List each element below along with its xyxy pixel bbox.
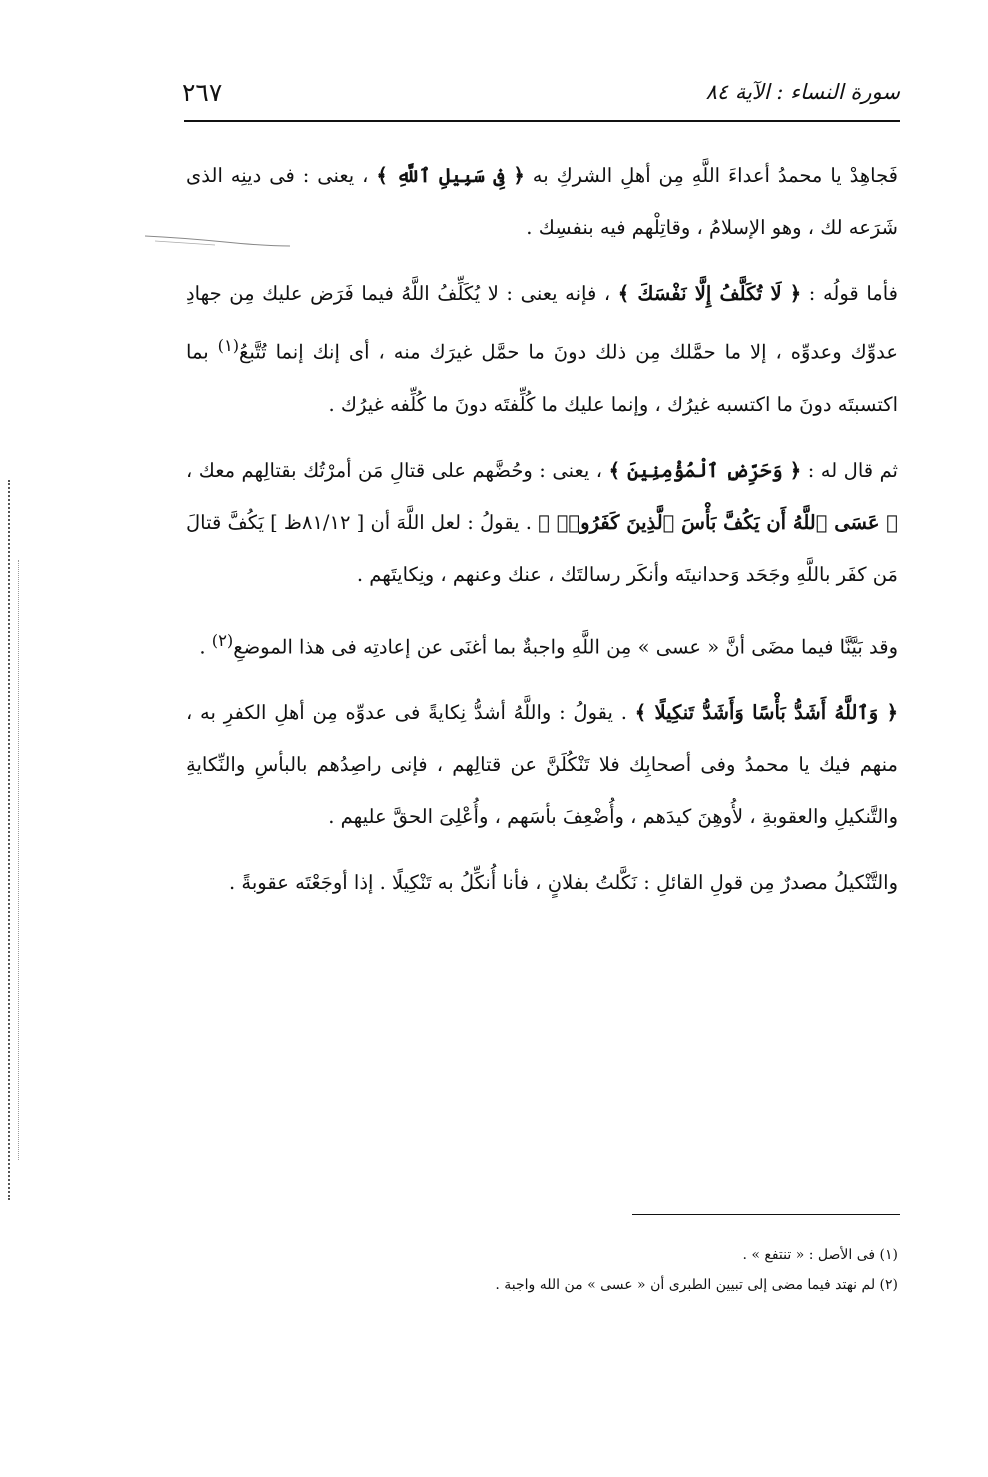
text-run: والتَّنْكيلُ مصدرٌ مِن قولِ القائلِ : نَكَّلتُ بفلانٍ ، فأنا أُنكِّلُ به تَنْكِيلًا . إذا أوجَعْتَه عقوبةً . [229, 871, 898, 894]
main-text [186, 150, 898, 923]
text-run: . يقولُ : واللَّهُ أشدُّ نِكايةً فى عدوِّه مِن أهلِ الكفرِ به ، منهم فيك يا محمدُ وفى أصحابِك فلا تَنْكُلَنَّ عن قتالِهم ، فإنى راصِدُهم بالبأسِ والنِّكايةِ والتَّنكيلِ والعقوبةِ ، لأُوهِنَ كيدَهم ، وأُضْعِفَ بأسَهم ، وأُعْلِىَ الحقَّ عليهم . [186, 701, 898, 828]
running-head [182, 72, 900, 112]
footnotes [186, 1240, 898, 1300]
footnote-ref: (١) [217, 336, 240, 355]
margin-binding-marks [8, 480, 13, 1200]
margin-binding-marks-faint [18, 560, 21, 1160]
paragraph-4 [186, 615, 898, 674]
text-run: ، يعنى : وحُضَّهم على قتالِ مَن أمرْتُك بقتالِهم معك ، [186, 458, 609, 482]
text-run: . [199, 635, 212, 658]
text-run: ، يعنى : فى دينِه الذى شَرَعه لك ، وهو الإسلامُ ، وقاتِلْهم فيه بنفسِك . [186, 164, 898, 239]
quran-quote: ﴿ لَا تُكَلَّفُ إِلَّا نَفْسَكَ ﴾ [617, 282, 802, 305]
text-run: فأما قولُه : [801, 282, 898, 305]
text-run: بما اكتسبتَه دونَ ما اكتسبه غيرُك ، وإنما عليك ما كُلِّفتَه دونَ ما كُلِّفه غيرُك . [186, 340, 898, 416]
quran-quote: ﴿ عَسَى ٱللَّهُ أَن يَكُفَّ بَأْسَ ٱلَّذِينَ كَفَرُوا۟ ﴾ [538, 510, 899, 534]
page-number: ٢٦٧ [182, 77, 223, 107]
footnote-1: (١) فى الأصل : « تنتفع » . [742, 1247, 898, 1263]
paragraph-2 [186, 268, 898, 431]
header-rule [184, 120, 900, 122]
text-run: ، فإنه يعنى : لا يُكَلِّفُ اللَّهُ فيما فَرَض عليك مِن جهادِ عدوِّك وعدوِّه ، إلا ما حمَّلك مِن ذلك دونَ ما حمَّل غيرَك منه ، أى إنك إنما تُتَّبعُ [186, 282, 898, 364]
text-run: وقد بَيَّنَّا فيما مضَى أنَّ « عسى » مِن اللَّهِ واجبةٌ بما أغنَى عن إعادتِه فى هذا الموضعِ [233, 635, 898, 658]
quran-quote: ﴿ وَٱللَّهُ أَشَدُّ بَأْسًا وَأَشَدُّ تَنكِيلًا ﴾ [634, 701, 899, 724]
footnote-ref: (٢) [211, 630, 234, 650]
quran-quote: ﴿ وَحَرِّضِ ٱلْمُؤْمِنِينَ ﴾ [608, 458, 802, 482]
footnote-2: (٢) لم نهتد فيما مضى إلى تبيين الطبرى أن « عسى » من الله واجبة . [495, 1277, 898, 1293]
footnote-rule [632, 1214, 900, 1215]
paragraph-1 [186, 150, 898, 254]
text-run: فَجاهِدْ يا محمدُ أعداءَ اللَّهِ مِن أهلِ الشركِ به [524, 164, 898, 187]
text-run: ثم قال له : [801, 458, 898, 482]
text-run: . يقولُ : لعل اللَّهَ أن [ ٨١/١٢ظ ] يَكُفَّ قتالَ مَن كفَر باللَّهِ وجَحَد وَحدانيتَه وأنكَر رسالتَك ، عنك وعنهم ، ونِكايتَهم . [186, 510, 898, 586]
paragraph-5 [186, 687, 898, 843]
quran-quote: ﴿ فِى سَبِيلِ ٱللَّهِ ﴾ [376, 164, 525, 187]
paragraph-6 [186, 857, 898, 909]
paragraph-3 [186, 445, 898, 601]
surah-title: سورة النساء : الآية ٨٤ [705, 80, 900, 104]
